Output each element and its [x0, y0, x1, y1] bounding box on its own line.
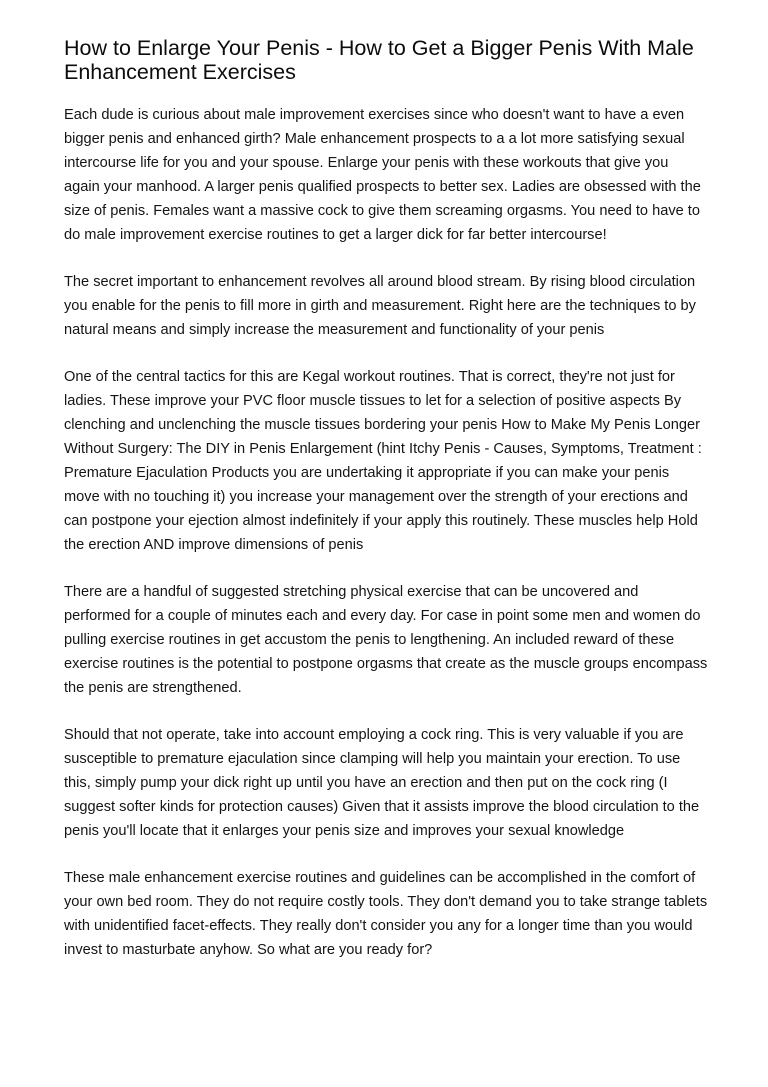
- paragraph-intro: Each dude is curious about male improvement exercises since who doesn't want to have a even bigger penis and enhanced girth? Male enhancement prospects to a a lot more satisfying sexual intercourse life for you and your spouse. Enlarge your penis with these workouts that give you again your manhood. A larger penis qualified prospects to better sex. Ladies are obsessed with the size of penis. Females want a massive cock to give them screaming orgasms. You need to have to do male improvement exercise routines to get a larger dick for far better intercourse!: [64, 107, 701, 243]
- paragraph-kegel: One of the central tactics for this are Kegal workout routines. That is correct, they're not just for ladies. These improve your PVC floor muscle tissues to let for a selection of positive aspects By clenching and unclenching the muscle tissues bordering your penis How to Make My Penis Longer Without Surgery: The DIY in Penis Enlargement (hint Itchy Penis - Causes, Symptoms, Treatment : Premature Ejaculation Products you are undertaking it appropriate if you can make your penis move with no touching it) you increase your management over the strength of your erections and can postpone your ejection almost indefinitely if your apply this routinely. These muscles help Hold the erection AND improve dimensions of penis: [64, 369, 702, 553]
- document-title: How to Enlarge Your Penis - How to Get a Bigger Penis With Male Enhancement Exercises: [64, 36, 694, 84]
- paragraph-conclusion: These male enhancement exercise routines and guidelines can be accomplished in the comfort of your own bed room. They do not require costly tools. They don't demand you to take strange tablets with unidentified facet-effects. They really don't consider you any for a longer time than you would invest to masturbate anyhow. So what are you ready for?: [64, 870, 708, 958]
- paragraph-blood-circulation: The secret important to enhancement revolves all around blood stream. By rising blood circulation you enable for the penis to fill more in girth and measurement. Right here are the techniques to by natural means and simply increase the measurement and functionality of your penis: [64, 274, 696, 338]
- paragraph-stretching: There are a handful of suggested stretching physical exercise that can be uncovered and performed for a couple of minutes each and every day. For case in point some men and women do pulling exercise routines in get accustom the penis to lengthening. An included reward of these exercise routines is the potential to postpone orgasms that create as the muscle groups encompass the penis are strengthened.: [64, 584, 708, 696]
- paragraph-cock-ring: Should that not operate, take into account employing a cock ring. This is very valuable if you are susceptible to premature ejaculation since clamping will help you maintain your erection. To use this, simply pump your dick right up until you have an erection and then put on the cock ring (I suggest softer kinds for protection causes) Given that it assists improve the blood circulation to the penis you'll locate that it enlarges your penis size and improves your sexual knowledge: [64, 727, 700, 839]
